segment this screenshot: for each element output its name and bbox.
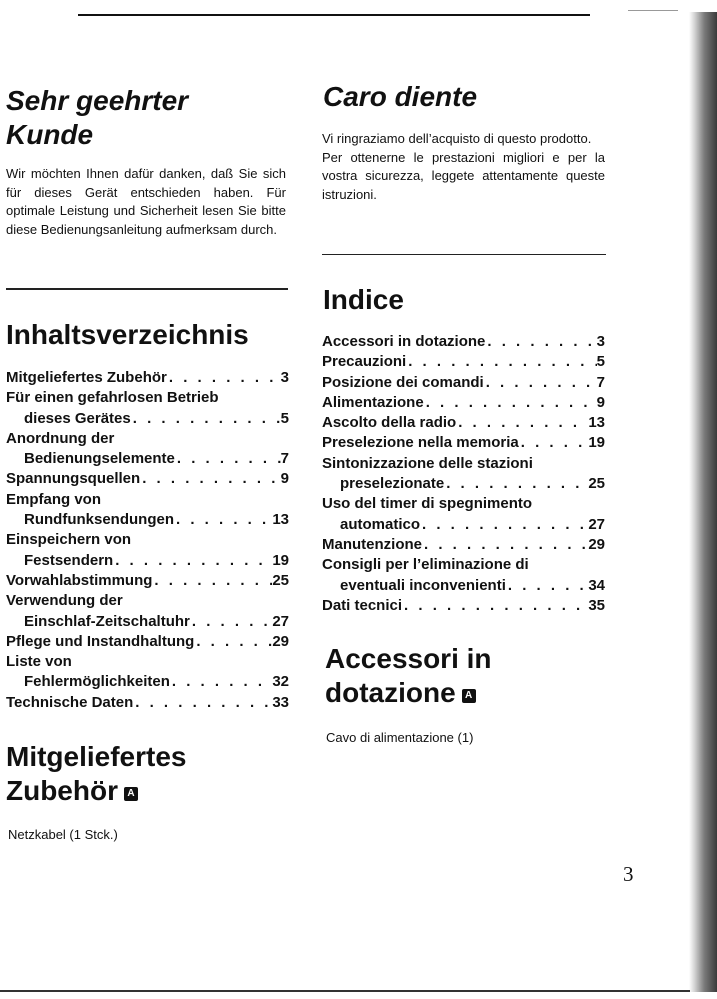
toc-entry-page: 25 bbox=[588, 475, 605, 493]
toc-entry-page: 5 bbox=[280, 409, 289, 427]
left-intro-title-line-2: Kunde bbox=[6, 119, 94, 150]
toc-entry bbox=[322, 494, 605, 535]
right-accessories-title bbox=[325, 642, 610, 710]
toc-entry-label: Anordnung der bbox=[6, 429, 115, 447]
toc-entry-page: 19 bbox=[272, 551, 289, 569]
toc-entry-label: Für einen gefahrlosen Betrieb bbox=[6, 389, 219, 407]
toc-entry-line bbox=[6, 388, 289, 408]
right-accessories-title-line-1: Accessori in bbox=[325, 643, 492, 674]
toc-entry-page: 7 bbox=[596, 373, 605, 391]
toc-entry-label: automatico bbox=[340, 515, 421, 533]
left-accessories-title-line-2 bbox=[6, 774, 291, 808]
scan-edge-shadow bbox=[689, 12, 717, 992]
toc-leader-dots bbox=[444, 474, 588, 494]
right-intro-text-2: Per ottenerne le prestazioni migliori e per la vostra sicurezza, leggete attentamente queste istruzioni. bbox=[322, 149, 605, 202]
right-toc-title: Indice bbox=[323, 284, 404, 315]
left-accessories-title-line-1: Mitgeliefertes bbox=[6, 741, 187, 772]
toc-entry-label: Precauzioni bbox=[322, 353, 407, 371]
toc-leader-dots bbox=[456, 413, 588, 433]
toc-entry-label: Uso del timer di spegnimento bbox=[322, 495, 533, 513]
left-toc-title: Inhaltsverzeichnis bbox=[6, 319, 249, 350]
toc-entry bbox=[6, 469, 289, 489]
right-divider bbox=[322, 254, 606, 255]
toc-leader-dots bbox=[519, 433, 589, 453]
toc-leader-dots bbox=[484, 373, 597, 393]
toc-leader-dots bbox=[402, 596, 588, 616]
toc-leader-dots bbox=[131, 409, 281, 429]
toc-entry-page: 32 bbox=[272, 673, 289, 691]
toc-entry-line bbox=[322, 555, 605, 575]
toc-entry bbox=[322, 596, 605, 616]
right-accessories-text: Cavo di alimentazione (1) bbox=[326, 730, 474, 745]
toc-leader-dots bbox=[190, 612, 272, 632]
toc-entry bbox=[6, 591, 289, 632]
left-divider bbox=[6, 288, 288, 290]
toc-leader-dots bbox=[422, 535, 588, 555]
toc-entry-line bbox=[6, 652, 289, 672]
toc-entry-label: preselezionate bbox=[340, 475, 445, 493]
toc-entry bbox=[322, 454, 605, 495]
toc-entry-page: 29 bbox=[272, 632, 289, 650]
toc-entry-page: 13 bbox=[588, 414, 605, 432]
toc-entry bbox=[322, 555, 605, 596]
toc-entry-label: Liste von bbox=[6, 653, 72, 671]
toc-entry-label: Festsendern bbox=[24, 551, 114, 569]
left-accessories-text: Netzkabel (1 Stck.) bbox=[8, 827, 118, 842]
toc-leader-dots bbox=[485, 332, 596, 352]
toc-entry-line-with-page bbox=[322, 373, 605, 393]
toc-entry bbox=[6, 571, 289, 591]
toc-entry-line-with-page bbox=[6, 551, 289, 571]
page-number: 3 bbox=[623, 862, 634, 886]
toc-entry bbox=[322, 413, 605, 433]
top-rule bbox=[78, 14, 590, 16]
toc-entry-label: eventuali inconvenienti bbox=[340, 576, 506, 594]
toc-entry bbox=[6, 632, 289, 652]
toc-entry-page: 9 bbox=[280, 470, 289, 488]
bottom-rule bbox=[0, 990, 690, 992]
figure-a-badge: A bbox=[124, 787, 138, 801]
right-accessories-title-text: dotazione bbox=[325, 677, 456, 708]
left-intro-text: Wir möchten Ihnen dafür danken, daß Sie sich für dieses Gerät entschieden haben. Für optimale Leistung und Sicherheit lesen Sie bitte diese Bedienungsanleitung aufmerksam durch. bbox=[6, 166, 286, 237]
toc-entry-line-with-page bbox=[322, 535, 605, 555]
toc-entry-label: Einschlaf-Zeitschaltuhr bbox=[24, 612, 190, 630]
toc-entry-label: Bedienungselemente bbox=[24, 450, 175, 468]
toc-entry bbox=[6, 490, 289, 531]
toc-entry-label: Ascolto della radio bbox=[322, 414, 457, 432]
toc-entry-line-with-page bbox=[322, 393, 605, 413]
toc-entry-line-with-page bbox=[322, 413, 605, 433]
toc-entry-page: 34 bbox=[588, 576, 605, 594]
toc-entry-line-with-page bbox=[322, 576, 605, 596]
toc-entry-label: Pflege und Instandhaltung bbox=[6, 632, 195, 650]
toc-entry-page: 19 bbox=[588, 434, 605, 452]
toc-entry bbox=[6, 368, 289, 388]
toc-entry-label: Manutenzione bbox=[322, 535, 422, 553]
toc-entry-line bbox=[322, 454, 605, 474]
toc-entry bbox=[322, 535, 605, 555]
toc-entry-line-with-page bbox=[322, 433, 605, 453]
right-intro-text bbox=[322, 130, 605, 204]
toc-leader-dots bbox=[113, 551, 272, 571]
toc-entry-page: 27 bbox=[272, 612, 289, 630]
left-intro-title bbox=[6, 84, 291, 152]
toc-entry-line bbox=[6, 429, 289, 449]
toc-entry-page: 33 bbox=[272, 693, 289, 711]
toc-entry-label: Technische Daten bbox=[6, 693, 134, 711]
toc-entry-label: Accessori in dotazione bbox=[322, 333, 486, 350]
toc-entry bbox=[6, 388, 289, 429]
toc-entry-label: Vorwahlabstimmung bbox=[6, 571, 153, 589]
toc-entry bbox=[6, 429, 289, 470]
toc-entry-label: Rundfunksendungen bbox=[24, 511, 174, 529]
toc-leader-dots bbox=[194, 632, 272, 652]
toc-leader-dots bbox=[167, 368, 281, 388]
toc-entry-page: 7 bbox=[280, 450, 289, 468]
toc-entry-line-with-page bbox=[322, 596, 605, 616]
toc-entry-line bbox=[6, 530, 289, 550]
toc-entry-page: 3 bbox=[280, 369, 289, 386]
toc-entry-label: Empfang von bbox=[6, 490, 102, 508]
toc-entry-line-with-page bbox=[322, 515, 605, 535]
toc-entry-label: Sintonizzazione delle stazioni bbox=[322, 454, 533, 472]
toc-entry-line-with-page bbox=[6, 449, 289, 469]
toc-entry-page: 3 bbox=[596, 333, 605, 350]
toc-entry-line-with-page bbox=[6, 672, 289, 692]
toc-entry-label: Alimentazione bbox=[322, 393, 424, 411]
toc-leader-dots bbox=[152, 571, 272, 591]
top-rule-fragment bbox=[628, 10, 678, 11]
right-intro-text-1: Vi ringraziamo dell’acquisto di questo prodotto. bbox=[322, 131, 592, 146]
toc-entry-label: Preselezione nella memoria bbox=[322, 434, 519, 452]
toc-leader-dots bbox=[420, 515, 588, 535]
toc-entry-label: Dati tecnici bbox=[322, 596, 403, 614]
toc-entry-line bbox=[322, 494, 605, 514]
right-accessories-title-line-2 bbox=[325, 676, 610, 710]
toc-entry bbox=[322, 373, 605, 393]
toc-leader-dots bbox=[406, 352, 596, 372]
toc-entry bbox=[322, 352, 605, 372]
toc-entry-label: Mitgeliefertes Zubehör bbox=[6, 369, 167, 386]
toc-entry-label: Fehlermöglichkeiten bbox=[24, 673, 170, 691]
toc-entry bbox=[6, 652, 289, 693]
toc-entry-page: 13 bbox=[272, 511, 289, 529]
toc-leader-dots bbox=[133, 693, 272, 713]
toc-entry bbox=[322, 332, 605, 352]
toc-entry-label: Spannungsquellen bbox=[6, 470, 141, 488]
toc-entry-line-with-page bbox=[6, 469, 289, 489]
toc-entry-page: 27 bbox=[588, 515, 605, 533]
left-accessories-title-text: Zubehör bbox=[6, 775, 118, 806]
toc-leader-dots bbox=[175, 449, 281, 469]
toc-entry-line bbox=[6, 591, 289, 611]
toc-leader-dots bbox=[170, 672, 272, 692]
right-intro-title: Caro diente bbox=[323, 81, 478, 112]
toc-entry-line-with-page bbox=[322, 474, 605, 494]
toc-entry bbox=[6, 693, 289, 713]
toc-entry bbox=[322, 433, 605, 453]
toc-entry-line-with-page bbox=[6, 612, 289, 632]
toc-entry-line-with-page bbox=[6, 693, 289, 713]
left-accessories-title bbox=[6, 740, 291, 808]
toc-entry-page: 5 bbox=[596, 353, 605, 371]
toc-leader-dots bbox=[140, 469, 280, 489]
toc-entry-label: Consigli per l’eliminazione di bbox=[322, 556, 529, 574]
toc-entry-line-with-page bbox=[6, 571, 289, 591]
figure-a-badge: A bbox=[462, 689, 476, 703]
right-toc bbox=[322, 332, 605, 616]
toc-entry-line-with-page bbox=[6, 510, 289, 530]
toc-entry-line-with-page bbox=[6, 368, 289, 388]
toc-entry-page: 29 bbox=[588, 535, 605, 553]
toc-entry-page: 25 bbox=[272, 571, 289, 589]
toc-entry-label: Posizione dei comandi bbox=[322, 373, 484, 391]
left-intro-title-line-1: Sehr geehrter bbox=[6, 85, 189, 116]
toc-entry-label: Einspeichern von bbox=[6, 531, 132, 549]
toc-entry-line-with-page bbox=[6, 632, 289, 652]
toc-entry bbox=[6, 530, 289, 571]
toc-entry-page: 9 bbox=[596, 393, 605, 411]
toc-entry-line-with-page bbox=[322, 352, 605, 372]
toc-entry-label: Verwendung der bbox=[6, 592, 123, 610]
toc-entry-line-with-page bbox=[322, 332, 605, 352]
toc-entry-line-with-page bbox=[6, 409, 289, 429]
left-toc bbox=[6, 368, 289, 713]
toc-leader-dots bbox=[424, 393, 597, 413]
toc-entry bbox=[322, 393, 605, 413]
toc-entry-label: dieses Gerätes bbox=[24, 409, 131, 427]
toc-leader-dots bbox=[506, 576, 588, 596]
toc-entry-page: 35 bbox=[588, 596, 605, 614]
toc-entry-line bbox=[6, 490, 289, 510]
toc-leader-dots bbox=[174, 510, 272, 530]
